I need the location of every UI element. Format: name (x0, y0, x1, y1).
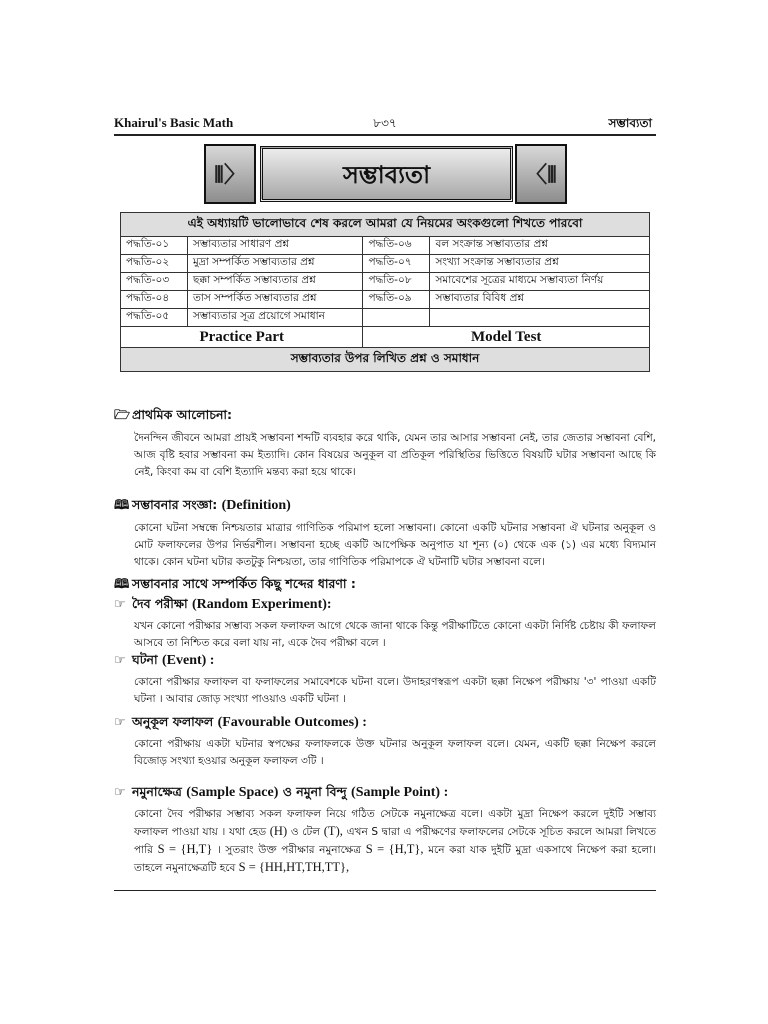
term-random-experiment (114, 596, 656, 652)
heading-text: সম্ভাবনার সাথে সম্পর্কিত কিছু শব্দের ধারণা : (132, 576, 356, 591)
method-number (363, 309, 430, 327)
banner-left-cap (204, 144, 256, 204)
method-number: পদ্ধতি-০৭ (363, 255, 430, 273)
method-number: পদ্ধতি-০২ (121, 255, 188, 273)
math-expression: (T), (323, 824, 343, 838)
method-topic: মুদ্রা সম্পর্কিত সম্ভাব্যতার প্রশ্ন (188, 255, 363, 273)
heading-text: সম্ভাবনার সংজ্ঞা: (132, 497, 218, 512)
chapter-name: সম্ভাব্যতা (608, 116, 652, 130)
term-body: কোনো পরীক্ষায় একটা ঘটনার স্বপক্ষের ফলাফলকে উক্ত ঘটনার অনুকূল ফলাফল বলে। যেমন, একটি ছক্কা নিক্ষেপ করলে বিজোড় সংখ্যা হওয়ার অনুকূল ফলাফল ৩টি । (134, 738, 656, 767)
math-expression: S = {H,T} (157, 842, 213, 856)
section-heading (114, 575, 656, 597)
chapter-banner (204, 144, 567, 202)
document-page (114, 112, 657, 874)
section-body: দৈনন্দিন জীবনে আমরা প্রায়ই সম্ভাবনা শব্দটি ব্যবহার করে থাকি, যেমন তার আসার সম্ভাবনা নেই, তার জেতার সম্ভাবনা বেশি, আজ বৃষ্টি হবার সম্ভাবনা কম ইত্যাদি। কোন বিষয়ের অনুকূল বা প্রতিকূল পরিস্থিতির ভিত্তিতে বিষয়টি ঘটার সম্ভাবনা আছে কি নেই, কিংবা কম বা বেশি ইত্যাদি মন্তব্য করা হয়ে থাকে। (134, 432, 656, 478)
running-header (114, 112, 656, 136)
term-body: যখন কোনো পরীক্ষার সম্ভাব্য সকল ফলাফল আগে থেকে জানা থাকে কিন্তু পরীক্ষাটিতে কোনো একটা নির্দিষ্ট চেষ্টায় কী ফলাফল আসবে তা নিশ্চিত করে বলা যায় না, একে দৈব পরীক্ষা বলে । (134, 620, 656, 649)
body-text: এখন S দ্বারা এ পরীক্ষণের ফলাফলের সেটকে সূচিত করলে আমরা লিখতে পারি (134, 826, 657, 856)
heading-english: (Favourable Outcomes) : (217, 715, 367, 730)
chapter-title: সম্ভাব্যতা (342, 161, 431, 189)
page-bottom-rule (114, 890, 656, 891)
section-heading (114, 496, 656, 518)
heading-english: (Event) : (161, 653, 215, 668)
term-body: কোনো পরীক্ষার ফলাফল বা ফলাফলের সমাবেশকে ঘটনা বলে। উদাহরণস্বরূপ একটা ছক্কা নিক্ষেপ পরীক্ষায় '৩' পাওয়া একটি ঘটনা । আবার জোড় সংখ্যা পাওয়াও একটি ঘটনা । (134, 676, 656, 705)
chevron-right-ornament-icon: ⦀〉 (214, 163, 246, 188)
math-expression: S = {HH,HT,TH,TT}, (238, 860, 350, 874)
heading-text: অনুকূল ফলাফল (132, 714, 214, 729)
section-heading (114, 406, 656, 428)
body-text: । সুতরাং উক্ত পরীক্ষার নমুনাক্ষেত্র (217, 844, 362, 856)
math-expression: (H) (269, 824, 288, 838)
heading-english: (Sample Space) (186, 785, 279, 800)
section-introduction (114, 406, 656, 481)
heading-text: দৈব পরীক্ষা (132, 596, 188, 611)
body-text: কোনো দৈব পরীক্ষার সম্ভাব্য সকল ফলাফল নিয়ে গঠিত সেটকে নমুনাক্ষেত্র বলে। একটা মুদ্রা নিক্ষেপ করলে দুইটি সম্ভাব্য ফলাফল পাওয়া যায় । যথা হেড (134, 808, 656, 838)
book-icon: 🕮 (114, 577, 130, 592)
table-row (121, 291, 650, 309)
chapter-title-box (260, 146, 513, 202)
method-topic: ছক্কা সম্পর্কিত সম্ভাব্যতার প্রশ্ন (188, 273, 363, 291)
method-topic: সম্ভাব্যতার সাধারণ প্রশ্ন (188, 237, 363, 255)
book-icon: 🕮 (114, 498, 130, 513)
term-heading (114, 784, 656, 804)
table-row (121, 273, 650, 291)
heading-text: নমুনাক্ষেত্র (132, 784, 182, 799)
model-test-label: Model Test (363, 327, 650, 348)
banner-right-cap (515, 144, 567, 204)
pointing-hand-icon: ☞ (114, 653, 126, 668)
heading-text: প্রাথমিক আলোচনা: (132, 407, 233, 422)
method-topic: বল সংক্রান্ত সম্ভাব্যতার প্রশ্ন (430, 237, 650, 255)
method-number: পদ্ধতি-০৬ (363, 237, 430, 255)
term-sample-space (114, 784, 656, 877)
method-topic: সম্ভাব্যতার সূত্র প্রয়োগে সমাধান (188, 309, 363, 327)
heading-english: (Definition) (221, 498, 291, 513)
table-heading: এই অধ্যায়টি ভালোভাবে শেষ করলে আমরা যে নিয়মের অংকগুলো শিখতে পারবো (121, 213, 650, 237)
term-favourable-outcomes (114, 714, 656, 770)
method-number: পদ্ধতি-০১ (121, 237, 188, 255)
method-number: পদ্ধতি-০৯ (363, 291, 430, 309)
section-related-terms (114, 575, 656, 597)
body-text: ও টেল (290, 826, 321, 838)
term-event (114, 652, 656, 708)
method-topic: সংখ্যা সংক্রান্ত সম্ভাব্যতার প্রশ্ন (430, 255, 650, 273)
table-footer: সম্ভাব্যতার উপর লিখিত প্রশ্ন ও সমাধান (121, 348, 650, 372)
term-heading (114, 596, 656, 616)
method-topic: সম্ভাব্যতার বিবিধ প্রশ্ন (430, 291, 650, 309)
method-topic (430, 309, 650, 327)
table-row (121, 237, 650, 255)
practice-part-label: Practice Part (121, 327, 363, 348)
heading-english: (Random Experiment): (191, 597, 332, 612)
pointing-hand-icon: ☞ (114, 597, 126, 612)
folder-icon: 🗁 (114, 408, 131, 423)
method-number: পদ্ধতি-০৩ (121, 273, 188, 291)
page-number: ৮৩৭ (373, 116, 397, 130)
method-number: পদ্ধতি-০৮ (363, 273, 430, 291)
term-body (134, 806, 656, 877)
table-row (121, 309, 650, 327)
book-title: Khairul's Basic Math (114, 115, 234, 130)
term-heading (114, 714, 656, 734)
method-topic: তাস সম্পর্কিত সম্ভাব্যতার প্রশ্ন (188, 291, 363, 309)
method-topic: সমাবেশের সূত্রের মাধ্যমে সম্ভাব্যতা নির্ণয় (430, 273, 650, 291)
pointing-hand-icon: ☞ (114, 785, 126, 800)
heading-text: ঘটনা (132, 652, 158, 667)
body-text: মনে করা যাক দুইটি মুদ্রা একসাথে নিক্ষেপ করা হলো। তাহলে নমুনাক্ষেত্রটি হবে (134, 844, 656, 874)
chevron-left-ornament-icon: 〈⦀ (525, 163, 557, 188)
method-number: পদ্ধতি-০৪ (121, 291, 188, 309)
pointing-hand-icon: ☞ (114, 715, 126, 730)
section-definition (114, 496, 656, 571)
method-contents-table (120, 212, 650, 372)
math-expression: S = {H,T}, (365, 842, 424, 856)
method-number: পদ্ধতি-০৫ (121, 309, 188, 327)
term-heading (114, 652, 656, 672)
heading-english-2: (Sample Point) : (351, 785, 449, 800)
table-row (121, 255, 650, 273)
heading-text-mid: ও নমুনা বিন্দু (282, 784, 347, 799)
section-body: কোনো ঘটনা সম্বন্ধে নিশ্চয়তার মাত্রার গাণিতিক পরিমাপ হলো সম্ভাবনা। কোনো একটি ঘটনার সম্ভাবনা ঐ ঘটনার অনুকূল ও মোট ফলাফলের উপর নির্ভরশীল। সম্ভাবনা হচ্ছে একটি আপেক্ষিক অনুপাত যা শূন্য (০) থেকে এক (১) এর মধ্যে বিদ্যমান থাকে। কোন ঘটনা ঘটার কতটুকু নিশ্চয়তা, তার গাণিতিক পরিমাপকে ঐ ঘটনাটি ঘটার সম্ভাবনা বলে। (134, 522, 656, 568)
